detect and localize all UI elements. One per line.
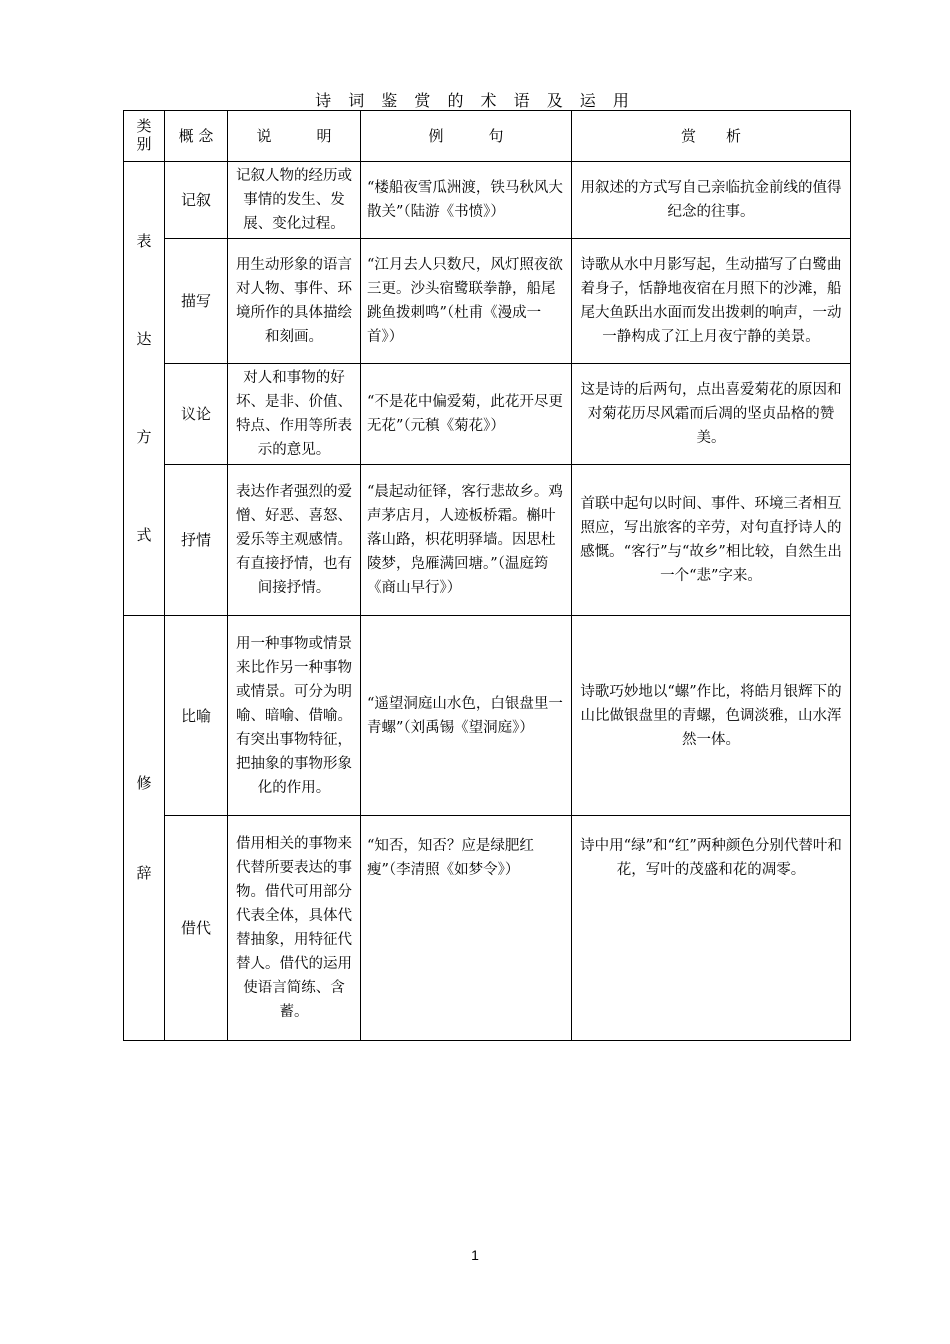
description-cell: 用一种事物或情景来比作另一种事物或情景。可分为明喻、暗喻、借喻。有突出事物特征，把抽象的事物形象化的作用。 (228, 616, 361, 816)
page-title: 诗 词 鉴 赏 的 术 语 及 运 用 (315, 91, 635, 110)
analysis-cell: 首联中起句以时间、事件、环境三者相互照应，写出旅客的辛劳，对句直抒诗人的感慨。“客行”与“故乡”相比较，自然生出一个“悲”字来。 (572, 465, 851, 616)
example-cell: “不是花中偏爱菊，此花开尽更无花”（元稹《菊花》） (361, 364, 572, 465)
concept-cell: 借代 (165, 816, 228, 1041)
group-expression: 表达方式 (124, 162, 165, 616)
concept-cell: 描写 (165, 239, 228, 364)
concept-cell: 议论 (165, 364, 228, 465)
analysis-cell: 用叙述的方式写自己亲临抗金前线的值得纪念的往事。 (572, 162, 851, 239)
terms-table (123, 110, 851, 1041)
analysis-cell: 诗歌巧妙地以“螺”作比，将皓月银辉下的山比做银盘里的青螺，色调淡雅，山水浑然一体。 (572, 616, 851, 816)
analysis-cell: 这是诗的后两句，点出喜爱菊花的原因和对菊花历尽风霜而后凋的坚贞品格的赞美。 (572, 364, 851, 465)
description-cell: 对人和事物的好坏、是非、价值、特点、作用等所表示的意见。 (228, 364, 361, 465)
description-cell: 表达作者强烈的爱憎、好恶、喜怒、爱乐等主观感情。有直接抒情，也有间接抒情。 (228, 465, 361, 616)
header-category: 类别 (124, 111, 165, 162)
example-cell: “楼船夜雪瓜洲渡，铁马秋风大散关”（陆游《书愤》） (361, 162, 572, 239)
description-cell: 用生动形象的语言对人物、事件、环境所作的具体描绘和刻画。 (228, 239, 361, 364)
concept-cell: 抒情 (165, 465, 228, 616)
header-analysis: 赏 析 (572, 111, 851, 162)
header-row (124, 111, 851, 162)
header-description: 说 明 (228, 111, 361, 162)
table-row (124, 616, 851, 816)
example-cell: “江月去人只数尺，风灯照夜欲三更。沙头宿鹭联拳静，船尾跳鱼拨刺鸣”（杜甫《漫成一首》） (361, 239, 572, 364)
group-rhetoric: 修辞 (124, 616, 165, 1041)
analysis-cell: 诗中用“绿”和“红”两种颜色分别代替叶和花，写叶的茂盛和花的凋零。 (572, 816, 851, 1041)
table-row (124, 162, 851, 239)
table-row (124, 239, 851, 364)
description-cell: 借用相关的事物来代替所要表达的事物。借代可用部分代表全体，具体代替抽象，用特征代替人。借代的运用使语言简练、含蓄。 (228, 816, 361, 1041)
concept-cell: 记叙 (165, 162, 228, 239)
header-example: 例 句 (361, 111, 572, 162)
example-cell: “晨起动征铎，客行悲故乡。鸡声茅店月，人迹板桥霜。槲叶落山路，枳花明驿墙。因思杜陵梦，凫雁满回塘。”（温庭筠《商山早行》） (361, 465, 572, 616)
description-cell: 记叙人物的经历或事情的发生、发展、变化过程。 (228, 162, 361, 239)
example-cell: “知否，知否？应是绿肥红瘦”（李清照《如梦令》） (361, 816, 572, 1041)
page-number: 1 (471, 1247, 479, 1263)
example-cell: “遥望洞庭山水色，白银盘里一青螺”（刘禹锡《望洞庭》） (361, 616, 572, 816)
table-row (124, 364, 851, 465)
table-row (124, 816, 851, 1041)
analysis-cell: 诗歌从水中月影写起，生动描写了白鹭曲着身子，恬静地夜宿在月照下的沙滩，船尾大鱼跃出水面而发出拨刺的响声，一动一静构成了江上月夜宁静的美景。 (572, 239, 851, 364)
table-row (124, 465, 851, 616)
header-concept: 概 念 (165, 111, 228, 162)
concept-cell: 比喻 (165, 616, 228, 816)
